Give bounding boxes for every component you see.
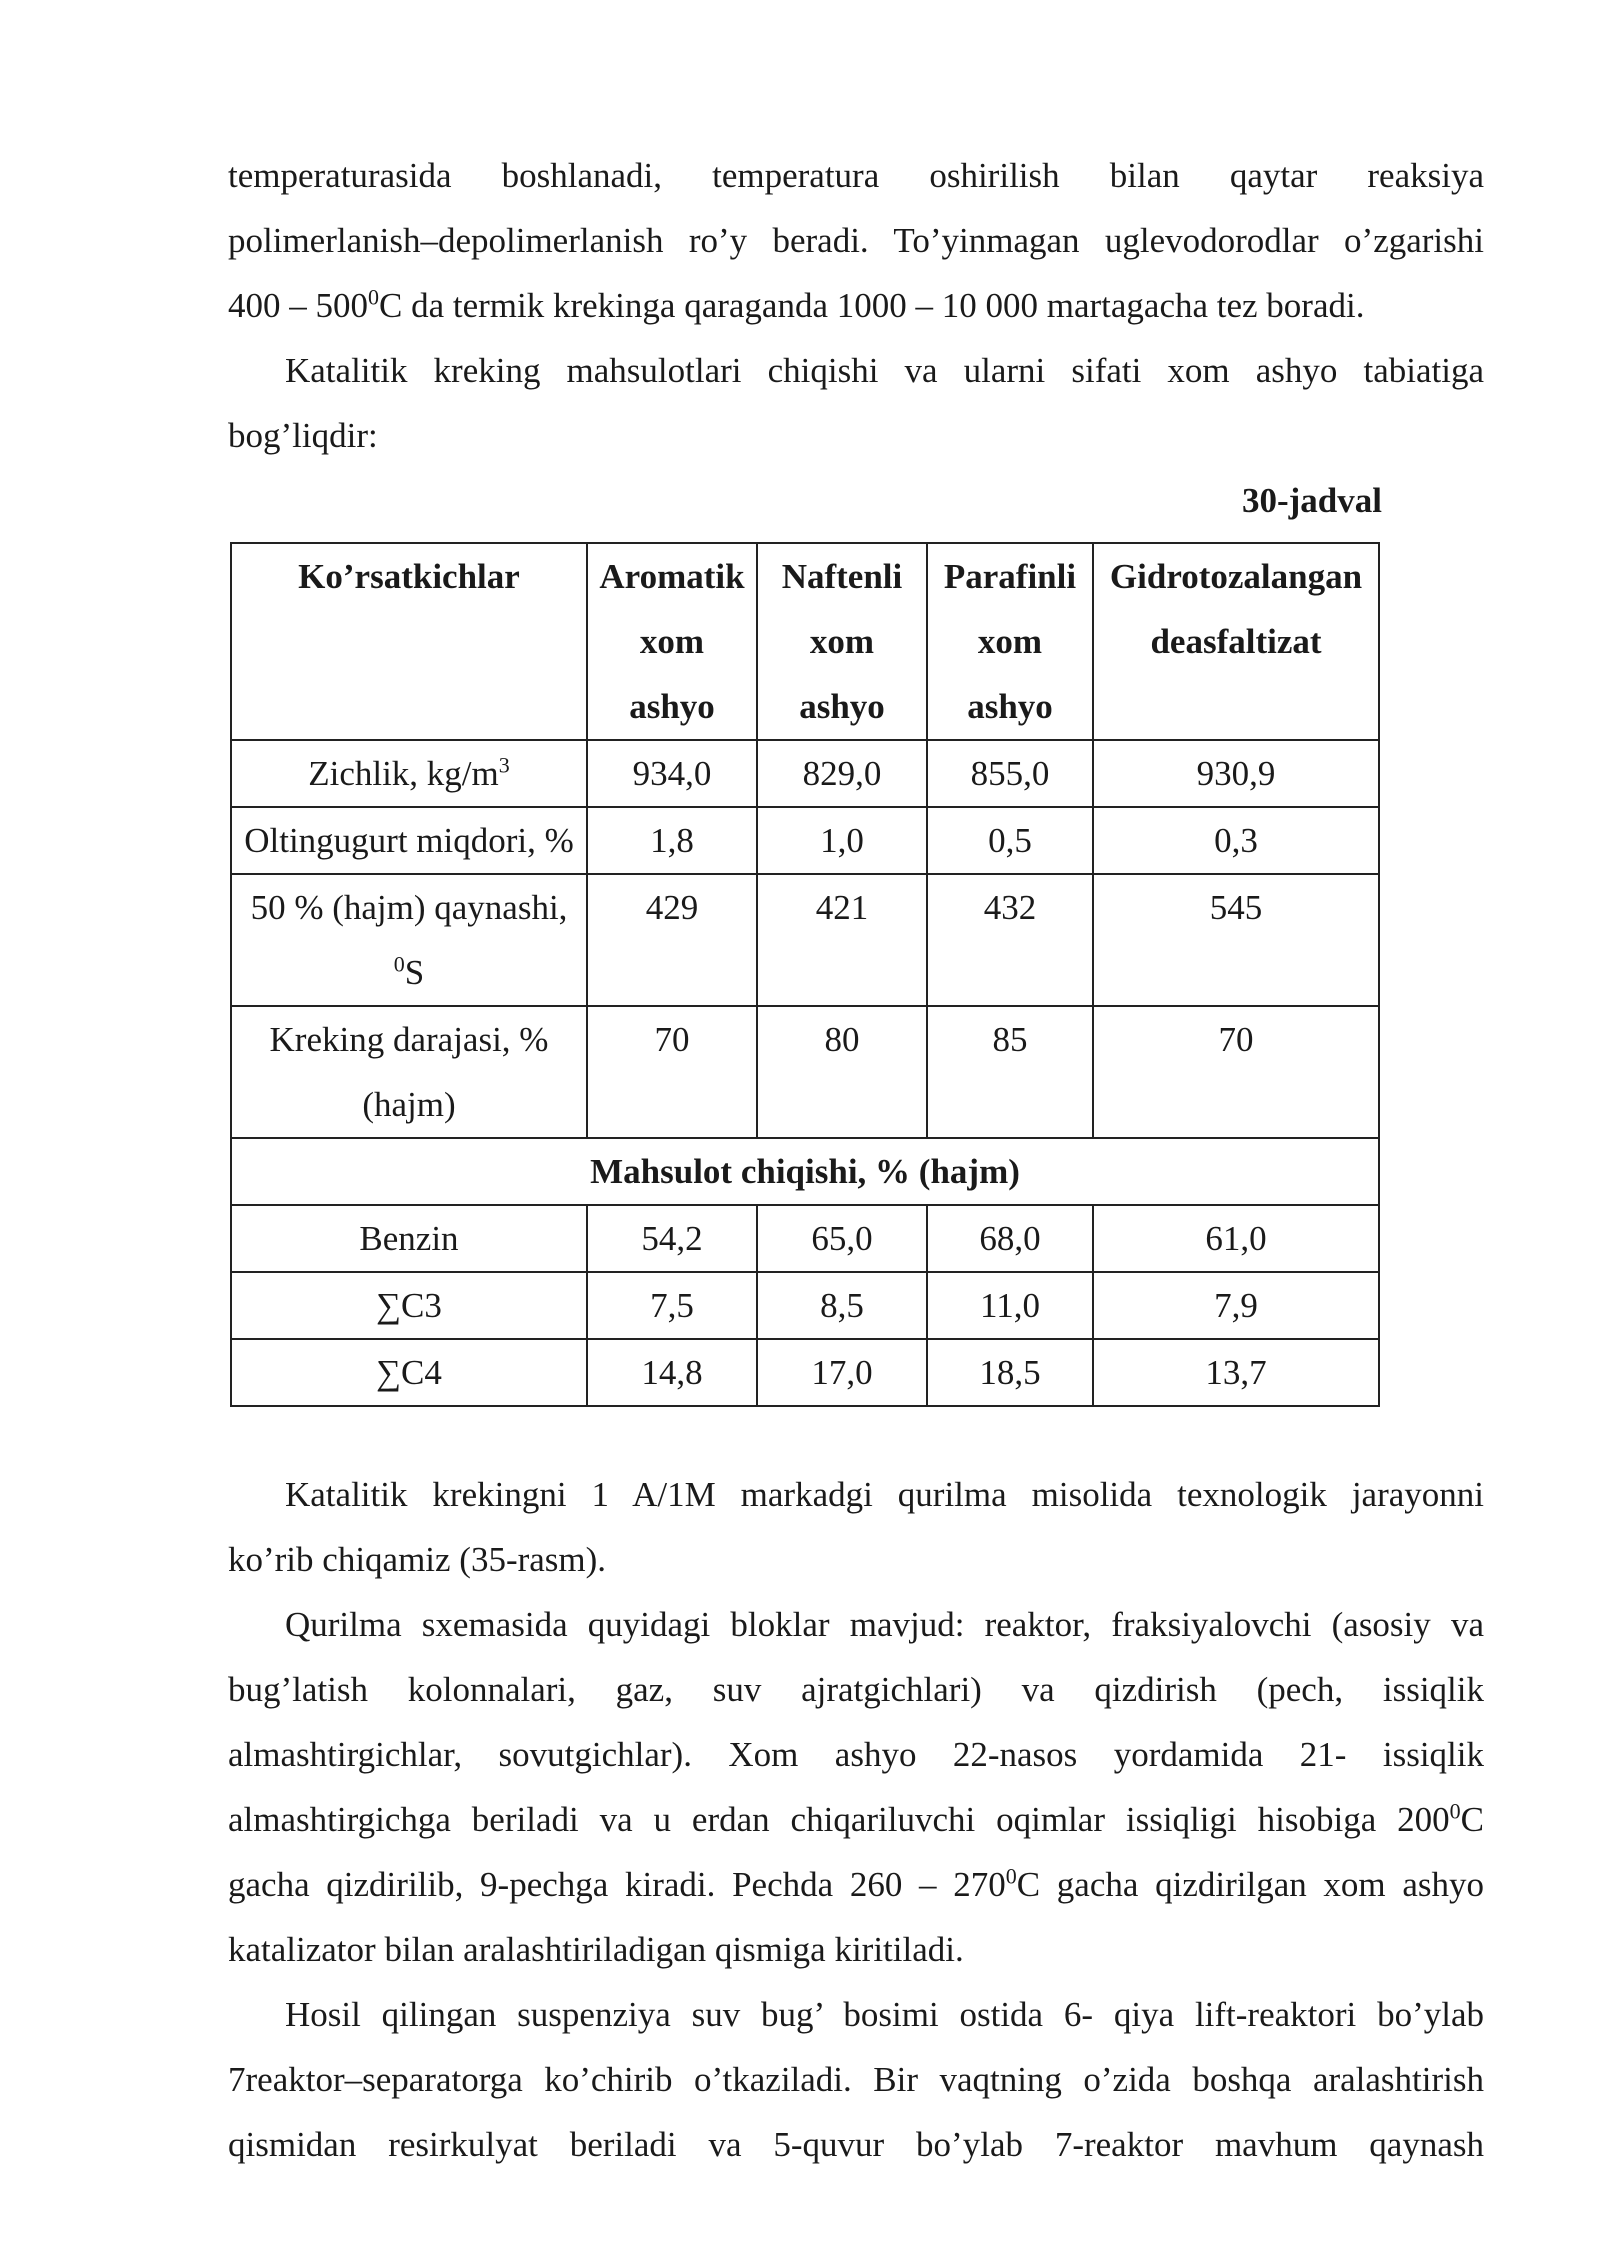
header-cell: Aromatik xom ashyo: [587, 543, 757, 740]
table-cell: 432: [927, 874, 1093, 1006]
text-line: Hosil qilingan suspenziya suv bug’ bosimi ostida 6- qiya lift-reaktori bo’ylab: [285, 1995, 1484, 2034]
table-row: [231, 807, 1379, 874]
row-label: Benzin: [231, 1205, 587, 1272]
table-row: [231, 1339, 1379, 1406]
table-cell: 855,0: [927, 740, 1093, 807]
table-cell: 18,5: [927, 1339, 1093, 1406]
table-cell: 11,0: [927, 1272, 1093, 1339]
intro-paragraph: [228, 143, 1484, 338]
section-row: [231, 1138, 1379, 1205]
text-line: katalizator bilan aralashtiriladigan qismiga kiritiladi.: [228, 1930, 964, 1969]
paragraph-3: [228, 1462, 1484, 1592]
table-cell: 68,0: [927, 1205, 1093, 1272]
table-caption: 30-jadval: [1242, 481, 1382, 520]
text-line: Katalitik kreking mahsulotlari chiqishi va ularni sifati xom ashyo tabiatiga: [285, 351, 1484, 390]
text-line: polimerlanish–depolimerlanish ro’y beradi. To’yinmagan uglevodorodlar o’zgarishi: [228, 221, 1484, 260]
row-label: ∑C4: [231, 1339, 587, 1406]
text-line: $400 - 500^0C$ da termik krekinga qaraganda 1000 – 10 000 martagacha tez boradi.: [228, 284, 1365, 325]
table-cell: 80: [757, 1006, 927, 1138]
text-line: temperaturasida boshlanadi, temperatura oshirilish bilan qaytar reaksiya: [228, 156, 1484, 195]
table-cell: 85: [927, 1006, 1093, 1138]
table-row: [231, 740, 1379, 807]
table-cell: 13,7: [1093, 1339, 1379, 1406]
table-cell: 14,8: [587, 1339, 757, 1406]
text-line: Katalitik krekingni 1 A/1M markadgi qurilma misolida texnologik jarayonni: [285, 1475, 1484, 1514]
table-cell: 17,0: [757, 1339, 927, 1406]
table-cell: 54,2: [587, 1205, 757, 1272]
header-cell: Gidrotozalangan deasfaltizat: [1093, 543, 1379, 740]
row-label: Zichlik, $kg/m^3$: [231, 740, 587, 807]
text-line: almashtirgichga beriladi va u erdan chiqariluvchi oqimlar issiqligi hisobiga $200^0C$: [228, 1798, 1484, 1839]
text-line: qismidan resirkulyat beriladi va 5-quvur bo’ylab 7-reaktor mavhum qaynash: [228, 2125, 1484, 2164]
text-line: bog’liqdir:: [228, 416, 378, 455]
text-line: ko’rib chiqamiz (35-rasm).: [228, 1540, 607, 1579]
section-label: Mahsulot chiqishi, % (hajm): [231, 1138, 1379, 1205]
table-cell: 421: [757, 874, 927, 1006]
table-cell: 0,3: [1093, 807, 1379, 874]
table-cell: 8,5: [757, 1272, 927, 1339]
table-cell: 545: [1093, 874, 1379, 1006]
header-cell: Ko’rsatkichlar: [231, 543, 587, 740]
table-cell: 7,9: [1093, 1272, 1379, 1339]
paragraph-2: [228, 338, 1484, 468]
table-row: [231, 1205, 1379, 1272]
text-line: bug’latish kolonnalari, gaz, suv ajratgichlari) va qizdirish (pech, issiqlik: [228, 1670, 1484, 1709]
text-line: Qurilma sxemasida quyidagi bloklar mavjud: reaktor, fraksiyalovchi (asosiy va: [285, 1605, 1484, 1644]
text-line: gacha qizdirilib, 9-pechga kiradi. Pechda $260 - 270^0C$ gacha qizdirilgan xom ashyo: [228, 1863, 1484, 1904]
table-cell: 0,5: [927, 807, 1093, 874]
table-cell: 70: [1093, 1006, 1379, 1138]
table-cell: 934,0: [587, 740, 757, 807]
header-cell: Naftenli xom ashyo: [757, 543, 927, 740]
table-cell: 1,0: [757, 807, 927, 874]
table-cell: 61,0: [1093, 1205, 1379, 1272]
header-cell: Parafinli xom ashyo: [927, 543, 1093, 740]
paragraph-4: [228, 1592, 1484, 1982]
row-label: 50 % (hajm) qaynashi, $^0$S: [231, 874, 587, 1006]
table-cell: 429: [587, 874, 757, 1006]
row-label: ∑C3: [231, 1272, 587, 1339]
text-line: almashtirgichlar, sovutgichlar). Xom ashyo 22-nasos yordamida 21- issiqlik: [228, 1735, 1484, 1774]
row-label: Kreking darajasi, % (hajm): [231, 1006, 587, 1138]
row-label: Oltingugurt miqdori, %: [231, 807, 587, 874]
text-line: 7reaktor–separatorga ko’chirib o’tkaziladi. Bir vaqtning o’zida boshqa aralashtirish: [228, 2060, 1484, 2099]
paragraph-5: [228, 1982, 1484, 2177]
table-cell: 65,0: [757, 1205, 927, 1272]
data-table: [230, 542, 1380, 1407]
table-header-row: [231, 543, 1379, 740]
table-row: [231, 874, 1379, 1006]
table-cell: 7,5: [587, 1272, 757, 1339]
table-row: [231, 1272, 1379, 1339]
table-row: [231, 1006, 1379, 1138]
table-cell: 829,0: [757, 740, 927, 807]
table-cell: 70: [587, 1006, 757, 1138]
table-cell: 930,9: [1093, 740, 1379, 807]
table-cell: 1,8: [587, 807, 757, 874]
